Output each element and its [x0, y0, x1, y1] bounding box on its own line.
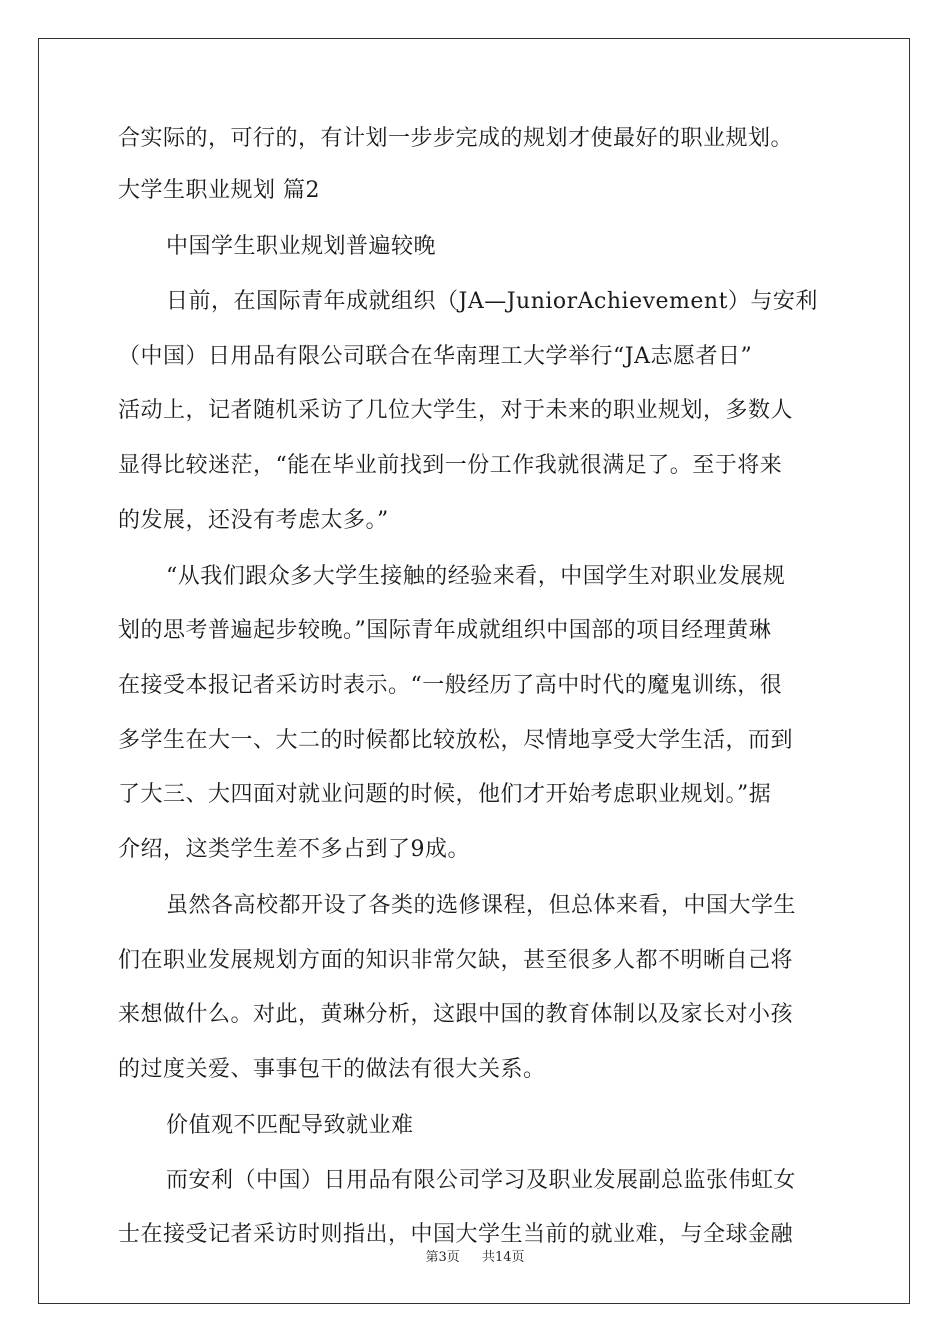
text-line: 多学生在大一、大二的时候都比较放松，尽情地享受大学生活，而到 — [118, 728, 794, 753]
text-line: （中国）日用品有限公司联合在华南理工大学举行“JA志愿者日” — [118, 344, 753, 369]
text-line: 介绍，这类学生差不多占到了9成。 — [118, 837, 470, 862]
text-line: 而安利（中国）日用品有限公司学习及职业发展副总监张伟虹女 — [166, 1168, 797, 1193]
text-line: 划的思考普遍起步较晚。”国际青年成就组织中国部的项目经理黄琳 — [118, 618, 772, 643]
text-line: 虽然各高校都开设了各类的选修课程，但总体来看，中国大学生 — [166, 893, 797, 918]
section-heading: 大学生职业规划 篇2 — [118, 178, 320, 203]
text-line: 合实际的，可行的，有计划一步步完成的规划才使最好的职业规划。 — [118, 126, 794, 151]
text-line: “从我们跟众多大学生接触的经验来看，中国学生对职业发展规 — [166, 564, 786, 589]
text-line: 们在职业发展规划方面的知识非常欠缺，甚至很多人都不明晰自己将 — [118, 948, 794, 973]
text-line: 日前，在国际青年成就组织（JA—JuniorAchievement）与安利 — [166, 289, 818, 314]
page-footer — [0, 1246, 950, 1265]
text-line: 的发展，还没有考虑太多。” — [118, 508, 389, 533]
page-number: 第3页 — [425, 1250, 460, 1265]
text-line: 来想做什么。对此，黄琳分析，这跟中国的教育体制以及家长对小孩 — [118, 1002, 794, 1027]
text-line: 显得比较迷茫，“能在毕业前找到一份工作我就很满足了。至于将来 — [118, 453, 783, 478]
subheading: 中国学生职业规划普遍较晚 — [166, 234, 437, 259]
text-line: 的过度关爱、事事包干的做法有很大关系。 — [118, 1057, 546, 1082]
page-total: 共14页 — [482, 1250, 525, 1265]
text-line: 在接受本报记者采访时表示。“一般经历了高中时代的魔鬼训练，很 — [118, 673, 783, 698]
subheading: 价值观不匹配导致就业难 — [166, 1113, 414, 1138]
text-line: 了大三、大四面对就业问题的时候，他们才开始考虑职业规划。”据 — [118, 782, 772, 807]
text-line: 活动上，记者随机采访了几位大学生，对于未来的职业规划，多数人 — [118, 398, 794, 423]
text-line: 士在接受记者采访时则指出，中国大学生当前的就业难，与全球金融 — [118, 1222, 794, 1247]
